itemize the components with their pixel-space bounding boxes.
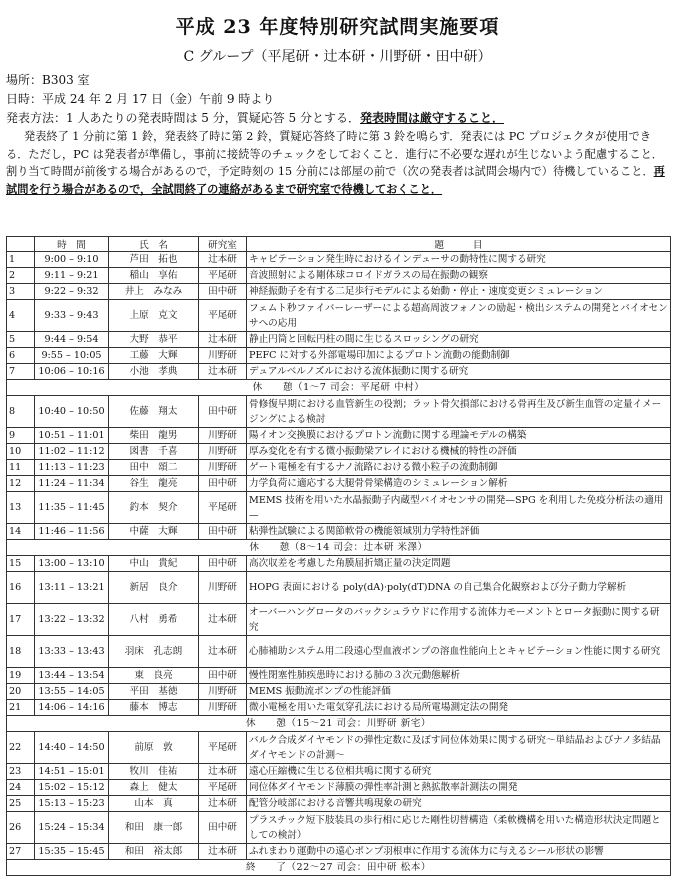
table-row bbox=[7, 444, 671, 460]
row-number: 25 bbox=[7, 796, 35, 812]
row-name: 田中 頌二 bbox=[109, 460, 199, 476]
row-lab: 田中研 bbox=[199, 668, 247, 684]
row-topic: PEFC に対する外部電場印加によるプロトン流動の能動制御 bbox=[247, 348, 671, 364]
row-lab: 平尾研 bbox=[199, 732, 247, 764]
header-lab: 研究室 bbox=[199, 237, 247, 252]
method-emphasis: 発表時間は厳守すること． bbox=[359, 111, 504, 125]
row-time: 15:02 – 15:12 bbox=[35, 780, 109, 796]
row-topic: 微小電極を用いた電気穿孔法における局所電場測定法の開発 bbox=[247, 700, 671, 716]
table-row bbox=[7, 780, 671, 796]
row-topic: 静止円筒と回転円柱の間に生じるスロッシングの研究 bbox=[247, 332, 671, 348]
table-row bbox=[7, 812, 671, 844]
row-topic: キャビテーション発生時におけるインデューサの動特性に関する研究 bbox=[247, 252, 671, 268]
break-label: 休 憩（8〜14 司会：辻本研 米澤） bbox=[7, 540, 671, 556]
row-time: 14:51 – 15:01 bbox=[35, 764, 109, 780]
row-number: 27 bbox=[7, 844, 35, 860]
row-lab: 辻本研 bbox=[199, 364, 247, 380]
table-row bbox=[7, 764, 671, 780]
row-time: 13:33 – 13:43 bbox=[35, 636, 109, 668]
row-number: 26 bbox=[7, 812, 35, 844]
row-time: 14:06 – 14:16 bbox=[35, 700, 109, 716]
row-number: 17 bbox=[7, 604, 35, 636]
row-topic: 慢性閉塞性肺疾患時における肺の３次元動態解析 bbox=[247, 668, 671, 684]
row-number: 24 bbox=[7, 780, 35, 796]
instructions-text: 発表終了 1 分前に第 1 鈴，発表終了時に第 2 鈴，質疑応答終了時に第 3 鈴を鳴らす．発表には PC プロジェクタが使用できる．ただし，PC は発表者が準備し，事前に接続等のチェックをしておくこと．進行に不必要な遅れが生じないよう配慮すること．割り当て時間が前後する場合があるので，予定時刻の 15 分前には部屋の前で（次の発表者は試問会場内で）待機していること． bbox=[6, 130, 663, 178]
row-name: 釣本 契介 bbox=[109, 492, 199, 524]
row-number: 8 bbox=[7, 396, 35, 428]
row-time: 11:02 – 11:12 bbox=[35, 444, 109, 460]
break-row bbox=[7, 540, 671, 556]
datetime-line: 日時：平成 24 年 2 月 17 日（金）午前 9 時より bbox=[6, 92, 275, 106]
row-number: 20 bbox=[7, 684, 35, 700]
table-row bbox=[7, 332, 671, 348]
row-topic: 高次収差を考慮した角膜屈折矯正量の決定問題 bbox=[247, 556, 671, 572]
row-lab: 田中研 bbox=[199, 556, 247, 572]
row-topic: MEMS 技術を用いた水晶振動子内蔵型バイオセンサの開発—SPG を利用した免疫分析法の適用— bbox=[247, 492, 671, 524]
method-text: 発表方法：1 人あたりの発表時間は 5 分，質疑応答 5 分とする． bbox=[6, 111, 360, 125]
row-lab: 川野研 bbox=[199, 348, 247, 364]
row-name: 芦田 拓也 bbox=[109, 252, 199, 268]
row-lab: 辻本研 bbox=[199, 844, 247, 860]
row-time: 15:24 – 15:34 bbox=[35, 812, 109, 844]
row-topic: 神経振動子を有する二足歩行モデルによる始動・停止・速度変更シミュレーション bbox=[247, 284, 671, 300]
row-time: 13:22 – 13:32 bbox=[35, 604, 109, 636]
table-row bbox=[7, 268, 671, 284]
table-row bbox=[7, 796, 671, 812]
table-row bbox=[7, 428, 671, 444]
row-number: 23 bbox=[7, 764, 35, 780]
row-lab: 辻本研 bbox=[199, 796, 247, 812]
table-row bbox=[7, 636, 671, 668]
row-lab: 川野研 bbox=[199, 428, 247, 444]
row-name: 和田 裕太郎 bbox=[109, 844, 199, 860]
row-topic: バルク合成ダイヤモンドの弾性定数に及ぼす同位体効果に関する研究〜単結晶およびナノ多結晶ダイヤモンドの計測〜 bbox=[247, 732, 671, 764]
row-number: 16 bbox=[7, 572, 35, 604]
row-time: 13:00 – 13:10 bbox=[35, 556, 109, 572]
row-topic: 音波照射による剛体球コロイドガラスの局在振動の観察 bbox=[247, 268, 671, 284]
table-body bbox=[7, 252, 671, 876]
row-topic: 心肺補助システム用二段遠心型血液ポンプの溶血性能向上とキャビテーション性能に関する研究 bbox=[247, 636, 671, 668]
row-time: 11:24 – 11:34 bbox=[35, 476, 109, 492]
table-row bbox=[7, 556, 671, 572]
row-name: 八村 勇希 bbox=[109, 604, 199, 636]
row-topic: フェムト秒ファイバーレーザーによる超高周波フォノンの励起・検出システムの開発とバイオセンサへの応用 bbox=[247, 300, 671, 332]
row-time: 11:35 – 11:45 bbox=[35, 492, 109, 524]
table-row bbox=[7, 604, 671, 636]
row-name: 和田 康一郎 bbox=[109, 812, 199, 844]
table-row bbox=[7, 732, 671, 764]
row-lab: 田中研 bbox=[199, 284, 247, 300]
row-name: 井上 みなみ bbox=[109, 284, 199, 300]
row-lab: 平尾研 bbox=[199, 300, 247, 332]
table-row bbox=[7, 524, 671, 540]
row-time: 10:40 – 10:50 bbox=[35, 396, 109, 428]
row-topic: 遠心圧縮機に生じる位相共鳴に関する研究 bbox=[247, 764, 671, 780]
row-lab: 平尾研 bbox=[199, 780, 247, 796]
table-row bbox=[7, 844, 671, 860]
row-name: 新居 良介 bbox=[109, 572, 199, 604]
table-header-row bbox=[7, 237, 671, 252]
row-number: 14 bbox=[7, 524, 35, 540]
row-number: 22 bbox=[7, 732, 35, 764]
row-time: 9:11 – 9:21 bbox=[35, 268, 109, 284]
row-time: 9:55 – 10:05 bbox=[35, 348, 109, 364]
page-title: 平成 23 年度特別研究試問実施要項 bbox=[175, 16, 500, 38]
row-name: 中山 貴紀 bbox=[109, 556, 199, 572]
row-time: 13:11 – 13:21 bbox=[35, 572, 109, 604]
method-line bbox=[6, 111, 504, 126]
header-topic: 題 目 bbox=[247, 237, 671, 252]
table-row bbox=[7, 572, 671, 604]
break-row bbox=[7, 380, 671, 396]
row-time: 9:22 – 9:32 bbox=[35, 284, 109, 300]
row-time: 10:51 – 11:01 bbox=[35, 428, 109, 444]
row-name: 佐藤 翔太 bbox=[109, 396, 199, 428]
row-time: 14:40 – 14:50 bbox=[35, 732, 109, 764]
place-line: 場所：B303 室 bbox=[6, 73, 90, 87]
row-name: 森上 健太 bbox=[109, 780, 199, 796]
row-lab: 川野研 bbox=[199, 444, 247, 460]
row-topic: オーバーハングロータのバックシュラウドに作用する流体力モーメントとロータ振動に関する研究 bbox=[247, 604, 671, 636]
table-row bbox=[7, 684, 671, 700]
row-topic: デュアルベルノズルにおける流体振動に関する研究 bbox=[247, 364, 671, 380]
row-topic: 陽イオン交換膜におけるプロトン流動に関する理論モデルの構築 bbox=[247, 428, 671, 444]
row-name: 牧川 佳祐 bbox=[109, 764, 199, 780]
row-topic: プラスチック短下肢装具の歩行相に応じた剛性切替構造（柔軟機構を用いた構造形状決定問題としての検討） bbox=[247, 812, 671, 844]
row-number: 6 bbox=[7, 348, 35, 364]
row-topic: ふれまわり運動中の遠心ポンプ羽根車に作用する流体力に与えるシール形状の影響 bbox=[247, 844, 671, 860]
row-topic: 同位体ダイヤモンド薄膜の弾性率計測と熱拡散率計測法の開発 bbox=[247, 780, 671, 796]
row-name: 図書 千喜 bbox=[109, 444, 199, 460]
row-name: 前原 敦 bbox=[109, 732, 199, 764]
break-row bbox=[7, 860, 671, 876]
instructions-paragraph bbox=[6, 128, 670, 198]
break-label: 終 了（22〜27 司会：田中研 松本） bbox=[7, 860, 671, 876]
row-name: 稲山 享佑 bbox=[109, 268, 199, 284]
break-label: 休 憩（15〜21 司会：川野研 新宅） bbox=[7, 716, 671, 732]
row-lab: 田中研 bbox=[199, 812, 247, 844]
row-number: 19 bbox=[7, 668, 35, 684]
row-name: 柴田 龍男 bbox=[109, 428, 199, 444]
row-number: 21 bbox=[7, 700, 35, 716]
row-topic: 配管分岐部における音響共鳴現象の研究 bbox=[247, 796, 671, 812]
row-time: 15:35 – 15:45 bbox=[35, 844, 109, 860]
row-topic: 力学負荷に適応する大腿骨骨梁構造のシミュレーション解析 bbox=[247, 476, 671, 492]
row-topic: 厚み変化を有する微小振動梁アレイにおける機械的特性の評価 bbox=[247, 444, 671, 460]
row-lab: 平尾研 bbox=[199, 492, 247, 524]
table-row bbox=[7, 668, 671, 684]
row-time: 10:06 – 10:16 bbox=[35, 364, 109, 380]
row-topic: 骨修復早期における血管新生の役割；ラット骨欠損部における骨再生及び新生血管の定量イメージングによる検討 bbox=[247, 396, 671, 428]
row-time: 11:46 – 11:56 bbox=[35, 524, 109, 540]
table-row bbox=[7, 396, 671, 428]
row-name: 工藤 大輝 bbox=[109, 348, 199, 364]
row-time: 13:55 – 14:05 bbox=[35, 684, 109, 700]
table-row bbox=[7, 476, 671, 492]
row-number: 2 bbox=[7, 268, 35, 284]
table-row bbox=[7, 460, 671, 476]
page-subtitle: C グループ（平尾研・辻本研・川野研・田中研） bbox=[183, 49, 492, 65]
instructions-emphasis: 再試問を行う場合があるので，全試問終了の連絡があるまで研究室で待機しておくこと． bbox=[6, 164, 665, 196]
row-lab: 田中研 bbox=[199, 396, 247, 428]
row-topic: 粘弾性試験による関節軟骨の機能領域別力学特性評価 bbox=[247, 524, 671, 540]
row-lab: 川野研 bbox=[199, 684, 247, 700]
row-lab: 辻本研 bbox=[199, 332, 247, 348]
row-time: 11:13 – 11:23 bbox=[35, 460, 109, 476]
row-number: 13 bbox=[7, 492, 35, 524]
row-time: 13:44 – 13:54 bbox=[35, 668, 109, 684]
row-lab: 辻本研 bbox=[199, 252, 247, 268]
schedule-table bbox=[6, 236, 671, 876]
row-lab: 平尾研 bbox=[199, 268, 247, 284]
break-label: 休 憩（1〜7 司会：平尾研 中村） bbox=[7, 380, 671, 396]
row-time: 9:44 – 9:54 bbox=[35, 332, 109, 348]
row-lab: 田中研 bbox=[199, 476, 247, 492]
row-name: 平田 基徳 bbox=[109, 684, 199, 700]
row-number: 9 bbox=[7, 428, 35, 444]
break-row bbox=[7, 716, 671, 732]
row-number: 7 bbox=[7, 364, 35, 380]
row-name: 中薩 大輝 bbox=[109, 524, 199, 540]
row-lab: 辻本研 bbox=[199, 604, 247, 636]
row-name: 小池 孝典 bbox=[109, 364, 199, 380]
row-name: 大野 恭平 bbox=[109, 332, 199, 348]
row-number: 11 bbox=[7, 460, 35, 476]
row-lab: 川野研 bbox=[199, 700, 247, 716]
table-row bbox=[7, 348, 671, 364]
row-lab: 辻本研 bbox=[199, 636, 247, 668]
row-name: 羽床 孔志朗 bbox=[109, 636, 199, 668]
table-row bbox=[7, 300, 671, 332]
row-time: 15:13 – 15:23 bbox=[35, 796, 109, 812]
row-number: 5 bbox=[7, 332, 35, 348]
row-name: 山本 真 bbox=[109, 796, 199, 812]
row-time: 9:33 – 9:43 bbox=[35, 300, 109, 332]
header-time: 時 間 bbox=[35, 237, 109, 252]
row-number: 10 bbox=[7, 444, 35, 460]
row-number: 1 bbox=[7, 252, 35, 268]
row-number: 3 bbox=[7, 284, 35, 300]
row-time: 9:00 – 9:10 bbox=[35, 252, 109, 268]
row-lab: 川野研 bbox=[199, 572, 247, 604]
row-name: 谷生 龍亮 bbox=[109, 476, 199, 492]
row-lab: 田中研 bbox=[199, 524, 247, 540]
header-name: 氏 名 bbox=[109, 237, 199, 252]
row-lab: 辻本研 bbox=[199, 764, 247, 780]
table-row bbox=[7, 492, 671, 524]
header-no bbox=[7, 237, 35, 252]
row-number: 15 bbox=[7, 556, 35, 572]
table-row bbox=[7, 364, 671, 380]
row-name: 東 良亮 bbox=[109, 668, 199, 684]
row-number: 12 bbox=[7, 476, 35, 492]
row-topic: HOPG 表面における poly(dA)·poly(dT)DNA の自己集合化観察および分子動力学解析 bbox=[247, 572, 671, 604]
row-topic: MEMS 振動流ポンプの性能評価 bbox=[247, 684, 671, 700]
row-topic: ゲート電極を有するナノ流路における微小粒子の流動制御 bbox=[247, 460, 671, 476]
row-number: 18 bbox=[7, 636, 35, 668]
table-row bbox=[7, 284, 671, 300]
row-name: 藤本 博志 bbox=[109, 700, 199, 716]
row-name: 上原 克文 bbox=[109, 300, 199, 332]
row-number: 4 bbox=[7, 300, 35, 332]
row-lab: 川野研 bbox=[199, 460, 247, 476]
table-row bbox=[7, 252, 671, 268]
table-row bbox=[7, 700, 671, 716]
